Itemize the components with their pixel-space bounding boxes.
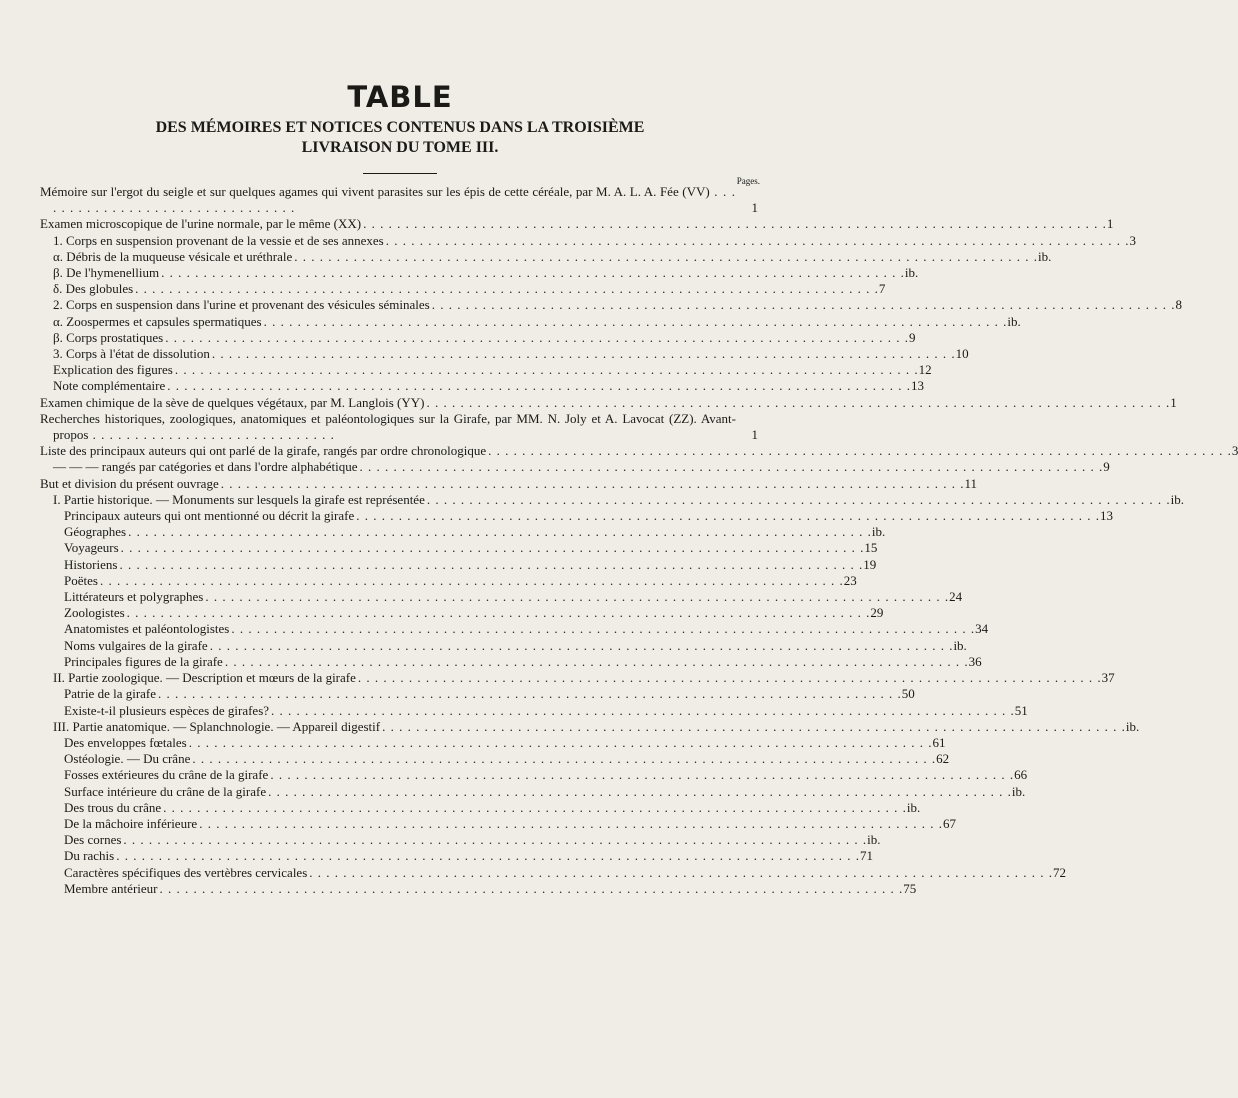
toc-entry-text: Explication des figures: [53, 362, 173, 378]
toc-entry-text: Littérateurs et polygraphes: [64, 589, 204, 605]
toc-entry-page: 3: [1129, 232, 1136, 248]
pages-column-label: Pages.: [736, 176, 760, 186]
subtitle-line-2: LIVRAISON DU TOME III.: [301, 139, 499, 156]
toc-entry-page: 71: [859, 848, 873, 864]
toc-entry-text: Mémoire sur l'ergot du seigle et sur quelques agames qui vivent parasites sur les épis de cette céréale, par M. A. L. A. Fée (VV): [40, 184, 710, 199]
table-of-contents: [40, 184, 1238, 897]
toc-entry: β. De l'hymenellium . . . . . . . . . . . . . . . . . . . . . . . . . . . . . . . . . . . . . . . . . . . . . . . . . . . . . . . . . . . . . . . . . . . . . . . . . . . . . . . . . . . . . . . . ib.: [53, 265, 919, 281]
toc-entry: Littérateurs et polygraphes . . . . . . . . . . . . . . . . . . . . . . . . . . . . . . . . . . . . . . . . . . . . . . . . . . . . . . . . . . . . . . . . . . . . . . . . . . . . . . . . . . . . . . . . 24: [64, 589, 963, 605]
toc-entry-page: ib.: [867, 832, 881, 848]
toc-entry: Explication des figures . . . . . . . . . . . . . . . . . . . . . . . . . . . . . . . . . . . . . . . . . . . . . . . . . . . . . . . . . . . . . . . . . . . . . . . . . . . . . . . . . . . . . . . . 12: [53, 362, 932, 378]
toc-entry-text: De la mâchoire inférieure: [64, 815, 198, 831]
toc-entry-page: 67: [942, 815, 956, 831]
toc-entry-page: ib.: [1038, 248, 1052, 264]
toc-entry: 2. Corps en suspension dans l'urine et provenant des vésicules séminales . . . . . . . . . . . . . . . . . . . . . . . . . . . . . . . . . . . . . . . . . . . . . . . . . . . . . . . . . . . . . . . . . . . . . . . . . . . . . . . . . . . . . . . . 8: [53, 297, 1182, 313]
toc-entry-text: Zoologistes: [64, 605, 125, 621]
toc-entry: δ. Des globules . . . . . . . . . . . . . . . . . . . . . . . . . . . . . . . . . . . . . . . . . . . . . . . . . . . . . . . . . . . . . . . . . . . . . . . . . . . . . . . . . . . . . . . . 7: [53, 281, 886, 297]
toc-entry-page: 1: [1106, 216, 1114, 232]
toc-entry-text: III. Partie anatomique. — Splanchnologie. — Appareil digestif: [53, 718, 381, 734]
toc-entry: Principales figures de la girafe . . . . . . . . . . . . . . . . . . . . . . . . . . . . . . . . . . . . . . . . . . . . . . . . . . . . . . . . . . . . . . . . . . . . . . . . . . . . . . . . . . . . . . . . 36: [64, 653, 982, 669]
toc-entry-page: 7: [878, 281, 886, 297]
toc-entry-text: 2. Corps en suspension dans l'urine et provenant des vésicules séminales: [53, 297, 430, 313]
toc-entry: Note complémentaire . . . . . . . . . . . . . . . . . . . . . . . . . . . . . . . . . . . . . . . . . . . . . . . . . . . . . . . . . . . . . . . . . . . . . . . . . . . . . . . . . . . . . . . . 13: [53, 378, 925, 394]
toc-entry-text: 3. Corps à l'état de dissolution: [53, 346, 210, 362]
toc-entry-page: 1: [1170, 394, 1177, 410]
toc-entry-text: Des enveloppes fœtales: [64, 734, 187, 750]
toc-entry-text: I. Partie historique. — Monuments sur lesquels la girafe est représentée: [53, 491, 425, 507]
toc-entry-text: Poëtes: [64, 572, 98, 588]
toc-entry-page: 15: [864, 540, 878, 556]
toc-entry: Surface intérieure du crâne de la girafe . . . . . . . . . . . . . . . . . . . . . . . . . . . . . . . . . . . . . . . . . . . . . . . . . . . . . . . . . . . . . . . . . . . . . . . . . . . . . . . . . . . . . . . . ib.: [64, 783, 1026, 799]
toc-entry: Ostéologie. — Du crâne . . . . . . . . . . . . . . . . . . . . . . . . . . . . . . . . . . . . . . . . . . . . . . . . . . . . . . . . . . . . . . . . . . . . . . . . . . . . . . . . . . . . . . . . 62: [64, 751, 950, 767]
toc-entry-page: 50: [901, 686, 915, 702]
toc-entry-page: 36: [968, 653, 982, 669]
toc-entry: III. Partie anatomique. — Splanchnologie. — Appareil digestif . . . . . . . . . . . . . . . . . . . . . . . . . . . . . . . . . . . . . . . . . . . . . . . . . . . . . . . . . . . . . . . . . . . . . . . . . . . . . . . . . . . . . . . . ib.: [53, 718, 1140, 734]
toc-entry-text: Note complémentaire: [53, 378, 166, 394]
toc-entry-page: 75: [903, 880, 917, 896]
toc-entry-text: Des trous du crâne: [64, 799, 162, 815]
toc-entry: Patrie de la girafe . . . . . . . . . . . . . . . . . . . . . . . . . . . . . . . . . . . . . . . . . . . . . . . . . . . . . . . . . . . . . . . . . . . . . . . . . . . . . . . . . . . . . . . . 50: [64, 686, 915, 702]
toc-entry: 1. Corps en suspension provenant de la vessie et de ses annexes . . . . . . . . . . . . . . . . . . . . . . . . . . . . . . . . . . . . . . . . . . . . . . . . . . . . . . . . . . . . . . . . . . . . . . . . . . . . . . . . . . . . . . . . 3: [53, 232, 1136, 248]
toc-entry: Examen chimique de la sève de quelques végétaux, par M. Langlois (YY) . . . . . . . . . . . . . . . . . . . . . . . . . . . . . . . . . . . . . . . . . . . . . . . . . . . . . . . . . . . . . . . . . . . . . . . . . . . . . . . . . . . . . . . . 1: [40, 394, 1177, 410]
toc-entry-text: Patrie de la girafe: [64, 686, 157, 702]
toc-entry-text: Voyageurs: [64, 540, 119, 556]
toc-entry: Fosses extérieures du crâne de la girafe . . . . . . . . . . . . . . . . . . . . . . . . . . . . . . . . . . . . . . . . . . . . . . . . . . . . . . . . . . . . . . . . . . . . . . . . . . . . . . . . . . . . . . . . 66: [64, 767, 1028, 783]
toc-entry: Des trous du crâne . . . . . . . . . . . . . . . . . . . . . . . . . . . . . . . . . . . . . . . . . . . . . . . . . . . . . . . . . . . . . . . . . . . . . . . . . . . . . . . . . . . . . . . . ib.: [64, 799, 921, 815]
toc-entry: Zoologistes . . . . . . . . . . . . . . . . . . . . . . . . . . . . . . . . . . . . . . . . . . . . . . . . . . . . . . . . . . . . . . . . . . . . . . . . . . . . . . . . . . . . . . . . 29: [64, 605, 884, 621]
toc-entry-page: 72: [1053, 864, 1067, 880]
toc-entry-text: Anatomistes et paléontologistes: [64, 621, 230, 637]
toc-entry-text: Existe-t-il plusieurs espèces de girafes?: [64, 702, 270, 718]
toc-entry: 3. Corps à l'état de dissolution . . . . . . . . . . . . . . . . . . . . . . . . . . . . . . . . . . . . . . . . . . . . . . . . . . . . . . . . . . . . . . . . . . . . . . . . . . . . . . . . . . . . . . . . 10: [53, 346, 969, 362]
toc-entry-page: 13: [1100, 508, 1113, 524]
toc-entry-page: ib.: [906, 799, 921, 815]
toc-entry-text: Historiens: [64, 556, 118, 572]
toc-entry-text: α. Zoospermes et capsules spermatiques: [53, 313, 262, 329]
title-divider: [363, 173, 437, 174]
toc-entry-page: 10: [955, 346, 969, 362]
toc-entry-page: 1: [751, 200, 758, 216]
toc-entry: Du rachis . . . . . . . . . . . . . . . . . . . . . . . . . . . . . . . . . . . . . . . . . . . . . . . . . . . . . . . . . . . . . . . . . . . . . . . . . . . . . . . . . . . . . . . . 71: [64, 848, 873, 864]
toc-entry: I. Partie historique. — Monuments sur lesquels la girafe est représentée . . . . . . . . . . . . . . . . . . . . . . . . . . . . . . . . . . . . . . . . . . . . . . . . . . . . . . . . . . . . . . . . . . . . . . . . . . . . . . . . . . . . . . . . ib.: [53, 491, 1184, 507]
toc-entry-page: 1: [751, 427, 758, 443]
toc-entry-text: Caractères spécifiques des vertèbres cervicales: [64, 864, 308, 880]
toc-entry-page: 29: [870, 605, 884, 621]
toc-entry-page: ib.: [871, 524, 886, 540]
toc-entry: α. Zoospermes et capsules spermatiques . . . . . . . . . . . . . . . . . . . . . . . . . . . . . . . . . . . . . . . . . . . . . . . . . . . . . . . . . . . . . . . . . . . . . . . . . . . . . . . . . . . . . . . . ib.: [53, 313, 1021, 329]
toc-entry-page: 9: [909, 329, 916, 345]
toc-entry-text: Membre antérieur: [64, 880, 158, 896]
toc-entry: Géographes . . . . . . . . . . . . . . . . . . . . . . . . . . . . . . . . . . . . . . . . . . . . . . . . . . . . . . . . . . . . . . . . . . . . . . . . . . . . . . . . . . . . . . . . ib.: [64, 524, 886, 540]
toc-entry-text: — — — rangés par catégories et dans l'ordre alphabétique: [53, 459, 358, 475]
toc-entry-page: 13: [911, 378, 925, 394]
toc-entry-text: Examen microscopique de l'urine normale, par le même (XX): [40, 216, 362, 232]
toc-entry-page: 24: [949, 589, 963, 605]
toc-entry-text: Recherches historiques, zoologiques, anatomiques et paléontologiques sur la Girafe, par MM. N. Joly et A. Lavocat (ZZ). Avant-propos: [40, 410, 736, 443]
toc-entry-text: α. Débris de la muqueuse vésicale et uréthrale: [53, 248, 293, 264]
toc-entry: Des cornes . . . . . . . . . . . . . . . . . . . . . . . . . . . . . . . . . . . . . . . . . . . . . . . . . . . . . . . . . . . . . . . . . . . . . . . . . . . . . . . . . . . . . . . . ib.: [64, 832, 881, 848]
toc-entry-page: 62: [936, 751, 950, 767]
toc-entry: Mémoire sur l'ergot du seigle et sur quelques agames qui vivent parasites sur les épis de cette céréale, par M. A. L. A. Fée (VV) . . . . . . . . . . . . . . . . . . . . . . . . . . . . . . . . 1: [40, 184, 758, 216]
toc-entry-page: 61: [932, 734, 946, 750]
toc-entry-text: But et division du présent ouvrage: [40, 475, 219, 491]
toc-entry-page: ib.: [1125, 718, 1140, 734]
toc-entry: Des enveloppes fœtales . . . . . . . . . . . . . . . . . . . . . . . . . . . . . . . . . . . . . . . . . . . . . . . . . . . . . . . . . . . . . . . . . . . . . . . . . . . . . . . . . . . . . . . . 61: [64, 734, 946, 750]
toc-entry-text: 1. Corps en suspension provenant de la vessie et de ses annexes: [53, 232, 384, 248]
toc-entry-text: II. Partie zoologique. — Description et mœurs de la girafe: [53, 670, 356, 686]
toc-entry-text: Fosses extérieures du crâne de la girafe: [64, 767, 269, 783]
toc-entry: But et division du présent ouvrage . . . . . . . . . . . . . . . . . . . . . . . . . . . . . . . . . . . . . . . . . . . . . . . . . . . . . . . . . . . . . . . . . . . . . . . . . . . . . . . . . . . . . . . . 11: [40, 475, 977, 491]
toc-entry: α. Débris de la muqueuse vésicale et uréthrale . . . . . . . . . . . . . . . . . . . . . . . . . . . . . . . . . . . . . . . . . . . . . . . . . . . . . . . . . . . . . . . . . . . . . . . . . . . . . . . . . . . . . . . . ib.: [53, 248, 1052, 264]
toc-entry-page: 19: [863, 556, 877, 572]
toc-entry: Caractères spécifiques des vertèbres cervicales . . . . . . . . . . . . . . . . . . . . . . . . . . . . . . . . . . . . . . . . . . . . . . . . . . . . . . . . . . . . . . . . . . . . . . . . . . . . . . . . . . . . . . . . 72: [64, 864, 1067, 880]
toc-entry-page: ib.: [1170, 491, 1184, 507]
toc-entry-text: Géographes: [64, 524, 127, 540]
toc-entry: Existe-t-il plusieurs espèces de girafes? . . . . . . . . . . . . . . . . . . . . . . . . . . . . . . . . . . . . . . . . . . . . . . . . . . . . . . . . . . . . . . . . . . . . . . . . . . . . . . . . . . . . . . . . 51: [64, 702, 1028, 718]
toc-entry: Noms vulgaires de la girafe . . . . . . . . . . . . . . . . . . . . . . . . . . . . . . . . . . . . . . . . . . . . . . . . . . . . . . . . . . . . . . . . . . . . . . . . . . . . . . . . . . . . . . . . ib.: [64, 637, 967, 653]
toc-entry: Historiens . . . . . . . . . . . . . . . . . . . . . . . . . . . . . . . . . . . . . . . . . . . . . . . . . . . . . . . . . . . . . . . . . . . . . . . . . . . . . . . . . . . . . . . . 19: [64, 556, 877, 572]
toc-entry-page: 8: [1175, 297, 1182, 313]
toc-entry-text: Ostéologie. — Du crâne: [64, 751, 191, 767]
toc-entry-text: Principaux auteurs qui ont mentionné ou décrit la girafe: [64, 508, 355, 524]
toc-entry-text: δ. Des globules: [53, 281, 134, 297]
toc-entry-page: ib.: [1011, 783, 1026, 799]
toc-entry: Principaux auteurs qui ont mentionné ou décrit la girafe . . . . . . . . . . . . . . . . . . . . . . . . . . . . . . . . . . . . . . . . . . . . . . . . . . . . . . . . . . . . . . . . . . . . . . . . . . . . . . . . . . . . . . . . 13: [64, 508, 1113, 524]
toc-entry-text: β. De l'hymenellium: [53, 265, 160, 281]
toc-entry: — — — rangés par catégories et dans l'ordre alphabétique . . . . . . . . . . . . . . . . . . . . . . . . . . . . . . . . . . . . . . . . . . . . . . . . . . . . . . . . . . . . . . . . . . . . . . . . . . . . . . . . . . . . . . . . 9: [53, 459, 1110, 475]
toc-entry-page: 37: [1101, 670, 1115, 686]
toc-entry-page: 51: [1014, 702, 1028, 718]
toc-entry-page: 66: [1014, 767, 1028, 783]
page-title: TABLE: [347, 80, 453, 114]
toc-entry-text: Noms vulgaires de la girafe: [64, 637, 208, 653]
toc-entry-page: ib.: [953, 637, 967, 653]
toc-entry-page: 12: [918, 362, 932, 378]
toc-entry: β. Corps prostatiques . . . . . . . . . . . . . . . . . . . . . . . . . . . . . . . . . . . . . . . . . . . . . . . . . . . . . . . . . . . . . . . . . . . . . . . . . . . . . . . . . . . . . . . . 9: [53, 329, 916, 345]
toc-entry: Membre antérieur . . . . . . . . . . . . . . . . . . . . . . . . . . . . . . . . . . . . . . . . . . . . . . . . . . . . . . . . . . . . . . . . . . . . . . . . . . . . . . . . . . . . . . . . 75: [64, 880, 917, 896]
subtitle-line-1: DES MÉMOIRES ET NOTICES CONTENUS DANS LA TROISIÈME: [155, 119, 645, 136]
toc-entry-page: 11: [964, 475, 977, 491]
toc-entry: Anatomistes et paléontologistes . . . . . . . . . . . . . . . . . . . . . . . . . . . . . . . . . . . . . . . . . . . . . . . . . . . . . . . . . . . . . . . . . . . . . . . . . . . . . . . . . . . . . . . . 34: [64, 621, 989, 637]
toc-entry: Examen microscopique de l'urine normale, par le même (XX) . . . . . . . . . . . . . . . . . . . . . . . . . . . . . . . . . . . . . . . . . . . . . . . . . . . . . . . . . . . . . . . . . . . . . . . . . . . . . . . . . . . . . . . . 1: [40, 216, 1114, 232]
toc-entry: Recherches historiques, zoologiques, anatomiques et paléontologiques sur la Girafe, par MM. N. Joly et A. Lavocat (ZZ). Avant-propos . . . . . . . . . . . . . . . . . . . . . . . . . . . . . 1: [40, 410, 758, 443]
toc-entry-text: β. Corps prostatiques: [53, 329, 164, 345]
toc-entry-text: Des cornes: [64, 832, 122, 848]
toc-entry-text: Surface intérieure du crâne de la girafe: [64, 783, 267, 799]
toc-entry-page: 9: [1103, 459, 1110, 475]
toc-entry-text: Liste des principaux auteurs qui ont parlé de la girafe, rangés par ordre chronologique: [40, 443, 487, 459]
toc-entry-text: Du rachis: [64, 848, 115, 864]
toc-entry-text: Principales figures de la girafe: [64, 653, 223, 669]
toc-entry: Voyageurs . . . . . . . . . . . . . . . . . . . . . . . . . . . . . . . . . . . . . . . . . . . . . . . . . . . . . . . . . . . . . . . . . . . . . . . . . . . . . . . . . . . . . . . . 15: [64, 540, 878, 556]
toc-entry-page: ib.: [904, 265, 919, 281]
toc-entry-page: 23: [843, 572, 857, 588]
toc-entry-page: ib.: [1007, 313, 1021, 329]
toc-entry: II. Partie zoologique. — Description et mœurs de la girafe . . . . . . . . . . . . . . . . . . . . . . . . . . . . . . . . . . . . . . . . . . . . . . . . . . . . . . . . . . . . . . . . . . . . . . . . . . . . . . . . . . . . . . . . 37: [53, 670, 1115, 686]
page-subtitle: [40, 118, 760, 158]
toc-entry: Poëtes . . . . . . . . . . . . . . . . . . . . . . . . . . . . . . . . . . . . . . . . . . . . . . . . . . . . . . . . . . . . . . . . . . . . . . . . . . . . . . . . . . . . . . . . 23: [64, 572, 857, 588]
toc-entry-page: 34: [975, 621, 989, 637]
toc-entry-text: Examen chimique de la sève de quelques végétaux, par M. Langlois (YY): [40, 394, 425, 410]
toc-entry: De la mâchoire inférieure . . . . . . . . . . . . . . . . . . . . . . . . . . . . . . . . . . . . . . . . . . . . . . . . . . . . . . . . . . . . . . . . . . . . . . . . . . . . . . . . . . . . . . . . 67: [64, 815, 956, 831]
toc-entry: Liste des principaux auteurs qui ont parlé de la girafe, rangés par ordre chronologique . . . . . . . . . . . . . . . . . . . . . . . . . . . . . . . . . . . . . . . . . . . . . . . . . . . . . . . . . . . . . . . . . . . . . . . . . . . . . . . . . . . . . . . . 3: [40, 443, 1238, 459]
toc-entry-page: 3: [1231, 443, 1238, 459]
